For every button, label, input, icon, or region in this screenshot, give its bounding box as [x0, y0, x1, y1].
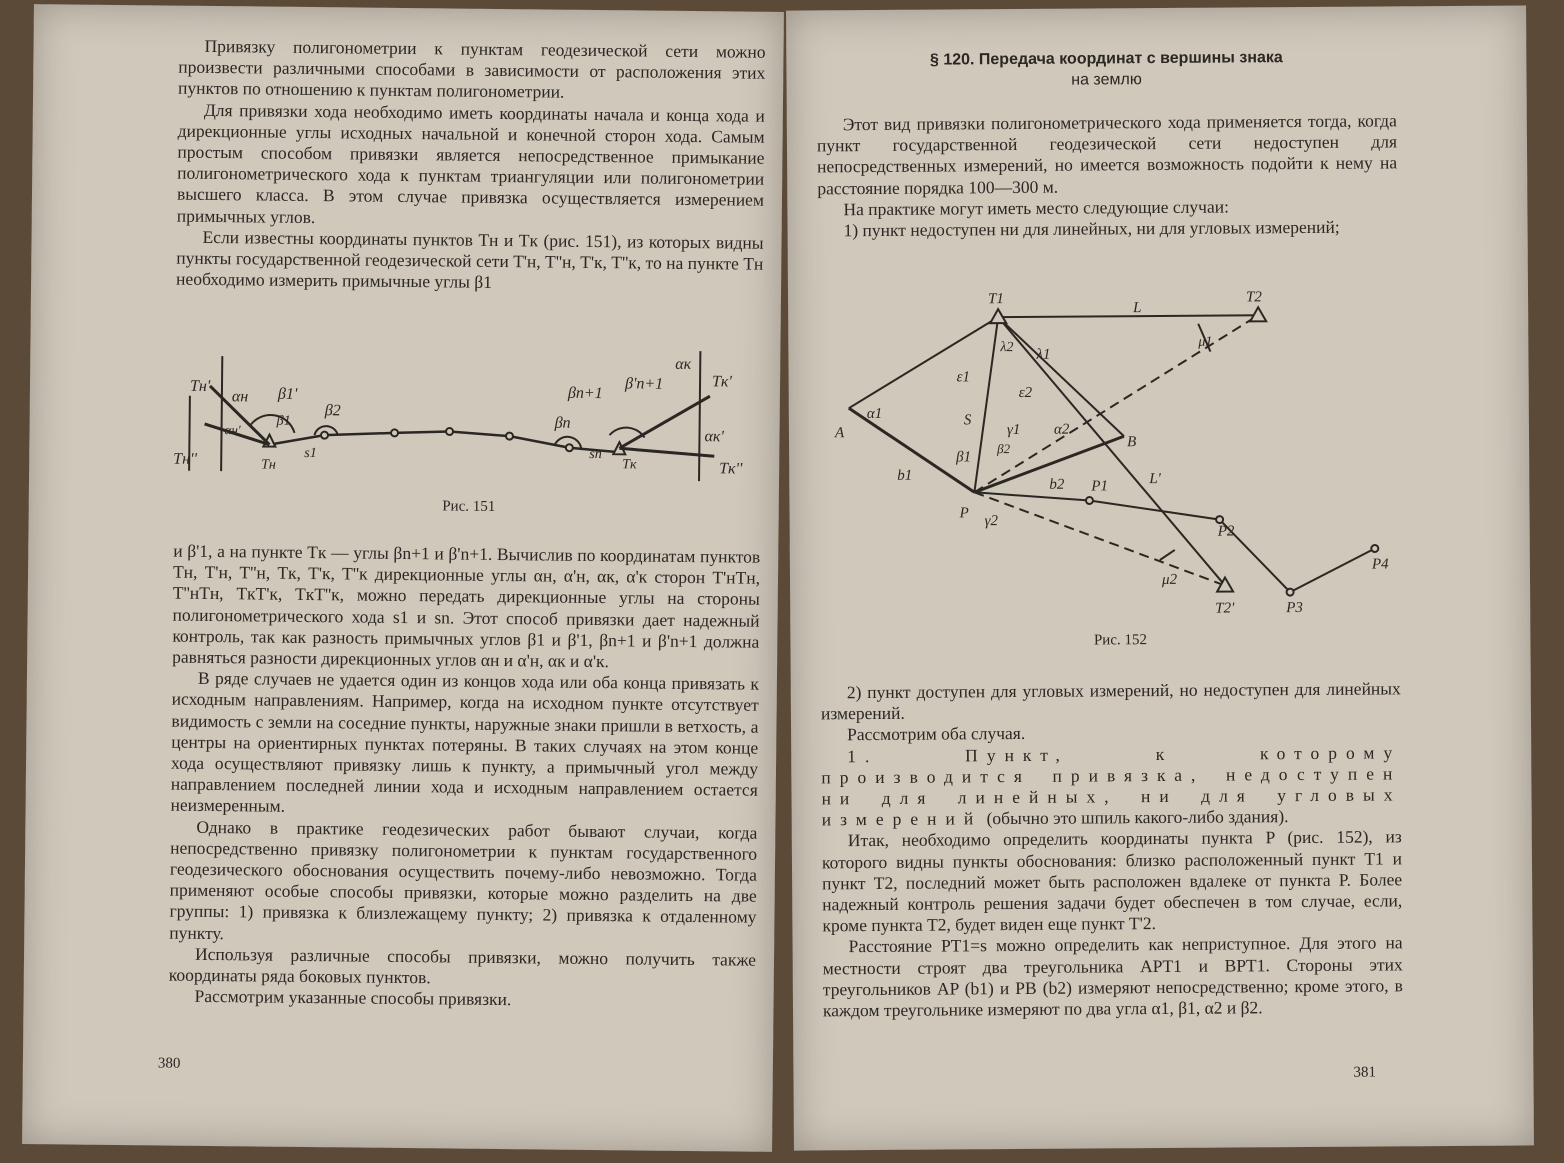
label-mu1: μ1: [1198, 334, 1213, 350]
label-alpha-n-prime: αн': [224, 422, 241, 438]
left-paragraph-1: Привязку полигонометрии к пунктам геодезической сети можно произвести различными способами в зависимости от расположения этих пунктов по отношению к пунктам полигонометрии.: [178, 35, 766, 103]
left-page-number: 380: [157, 1055, 181, 1072]
figure-151: [169, 336, 771, 492]
label-alpha-k: αк: [675, 355, 692, 374]
label-alpha1: α1: [866, 405, 883, 423]
left-paragraph-6: Однако в практике геодезических работ бывают случаи, когда непосредственно привязку полигонометрии к пунктам государственного геодезического обоснования осуществить почему-либо невозможно. Тогда применяют особые способы привязки, которые можно разделить на две группы: 1) привязка к близлежащему пункту; 2) привязка к отдаленному пункту.: [169, 816, 758, 943]
label-T2: T2: [1245, 289, 1262, 306]
left-paragraph-4: и β'1, а на пункте Tк — углы βn+1 и β'n+1. Вычислив по координатам пунктов Tн, T'н, T''н, Tк, T'к, T''к дирекционные углы αн, α'н, αк, α'к сторон T'нTн, T''нTн, TкT'к, TкT''к, можно передать дирекционные углы на стороны полигонометрического хода s1 и sn. Этот способ привязки дает надежный контроль, так как разность примычных углов β1 и β'1, βn+1 и β'n+1 должна равняться разности дирекционных углов αн и α'н, αк и α'к.: [172, 540, 761, 672]
right-paragraph-7: Итак, необходимо определить координаты пункта P (рис. 152), из которого видны пункты обоснования: близко расположенный пункт T1 и пункт T2, последний может быть расположен вдалеке от пункта P. Более надежный контроль решения задачи будет обеспечен в том случае, если, кроме пункта T2, будет виден еще пункт T'2.: [821, 826, 1403, 936]
label-mu2: μ2: [1161, 571, 1178, 588]
right-text-top: [786, 45, 1527, 241]
left-paragraph-8: Рассмотрим указанные способы привязки.: [194, 986, 512, 1010]
label-A: A: [834, 425, 845, 442]
case1-rest-text: (обычно это шпиль какого-либо здания).: [982, 806, 1289, 829]
label-beta1-prime: β1': [277, 385, 298, 403]
label-eps2: ε2: [1018, 384, 1033, 401]
label-P1: P1: [1091, 478, 1109, 495]
label-alpha-n: αн: [231, 388, 249, 406]
right-page: [786, 5, 1534, 1150]
figure-151-caption: Рис. 151: [442, 498, 496, 515]
label-T1: T1: [987, 291, 1004, 308]
left-paragraph-5: В ряде случаев не удается один из концов хода или оба конца привязать к исходным направлениям. Например, когда на исходном пункте отсутствует видимость с земли на соседние пункты, наружные знаки пришли в ветхость, а центры на ориентирных пунктах потеряны. В таких случаях на этом конце хода осуществляют привязку лишь к пункту, а примычный угол между направлением последней линии хода и исходным направлением остается неизмеренным.: [170, 668, 760, 817]
left-paragraph-3: Если известны координаты пунктов Tн и Tк (рис. 151), из которых видны пункты государственной геодезической сети T'н, T''н, T'к, T''к, то на пункте Tн необходимо измерить примычные углы β1: [176, 226, 764, 293]
label-beta1: β1: [276, 413, 291, 429]
left-page: [22, 4, 784, 1152]
label-lambda2: λ2: [1000, 340, 1014, 356]
label-P2: P2: [1217, 523, 1235, 540]
right-paragraph-5: Рассмотрим оба случая.: [847, 723, 1026, 745]
label-L: L: [1133, 300, 1142, 317]
figure-152: [818, 286, 1420, 630]
label-Tk: Tк: [622, 457, 637, 473]
label-P3: P3: [1286, 600, 1303, 617]
label-gamma2: γ2: [984, 513, 999, 530]
label-B: B: [1126, 434, 1137, 451]
label-beta-n1: βn+1: [567, 384, 603, 403]
section-heading-line1: § 120. Передача координат с вершины знака: [929, 49, 1283, 69]
label-L-prime: L': [1149, 470, 1161, 488]
label-Tn: Tн: [261, 457, 276, 473]
label-s1: s1: [304, 445, 317, 462]
label-b2: b2: [1049, 476, 1065, 493]
label-P: P: [959, 505, 969, 522]
right-paragraph-1: Этот вид привязки полигонометрического хода применяется тогда, когда пункт государственной геодезической сети недоступен для непосредственных измерений, но имеется возможность подойти к нему на расстояние порядка 100—300 м.: [816, 110, 1398, 198]
label-alpha-k-prime: αк': [704, 428, 724, 446]
left-text-top: [31, 34, 784, 296]
label-Tn-dprime: Tн'': [173, 450, 198, 468]
label-alpha2: α2: [1053, 421, 1070, 438]
figure-152-caption: Рис. 152: [1093, 632, 1148, 649]
label-T2-prime: T2': [1215, 600, 1235, 617]
label-beta-n: βn: [554, 414, 571, 432]
label-beta-n1-prime: β'n+1: [624, 375, 664, 393]
label-beta2: β2: [324, 402, 341, 420]
right-paragraph-2: На практике могут иметь место следующие случаи:: [843, 196, 1230, 220]
label-sn: sn: [589, 446, 602, 463]
label-beta1-r: β1: [956, 449, 972, 466]
point-T2: [1250, 307, 1266, 321]
right-paragraph-4: 2) пункт доступен для угловых измерений, но недоступен для линейных измерений.: [820, 678, 1401, 724]
section-heading-line2: на землю: [1071, 71, 1142, 89]
left-text-bottom: [24, 539, 779, 1013]
left-paragraph-7: Используя различные способы привязки, можно получить также координаты ряда боковых пунктов.: [168, 943, 757, 988]
label-P4: P4: [1371, 556, 1389, 573]
case1-spaced-text: 1. Пункт, к которому производится привязка, недоступен ни для линейных, ни для угловых измерений: [821, 741, 1402, 830]
right-text-bottom: [791, 677, 1533, 1021]
right-page-number: 381: [1353, 1064, 1377, 1081]
label-Tk-prime: Tк': [711, 373, 732, 391]
label-lambda1: λ1: [1036, 346, 1051, 363]
right-paragraph-8: Расстояние PT1=s можно определить как неприступное. Для этого на местности строят два треугольника APT1 и BPT1. Стороны этих треугольников AP (b1) и PB (b2) измеряют непосредственно; кроме этого, в каждом треугольнике измеряют по два угла α1, β1, α2 и β2.: [822, 932, 1403, 1021]
label-gamma1: γ1: [1006, 421, 1021, 439]
label-Tk-dprime: Tк'': [719, 460, 743, 478]
label-beta2-r: β2: [997, 441, 1011, 457]
left-paragraph-2: Для привязки хода необходимо иметь координаты начала и конца хода и дирекционные углы исходных начальной и конечной сторон хода. Самым простым способом привязки является непосредственное примыкание полигонометрического хода к пунктам триангуляции или полигонометрии высшего класса. В этом случае привязка осуществляется измерением примычных углов.: [176, 99, 765, 227]
label-b1: b1: [897, 467, 913, 484]
right-paragraph-6: [821, 742, 1402, 831]
right-paragraph-3: 1) пункт недоступен ни для линейных, ни для угловых измерений;: [843, 216, 1340, 241]
label-eps1: ε1: [956, 369, 971, 386]
label-S: S: [963, 412, 972, 429]
label-Tn-prime: Tн': [189, 377, 211, 395]
